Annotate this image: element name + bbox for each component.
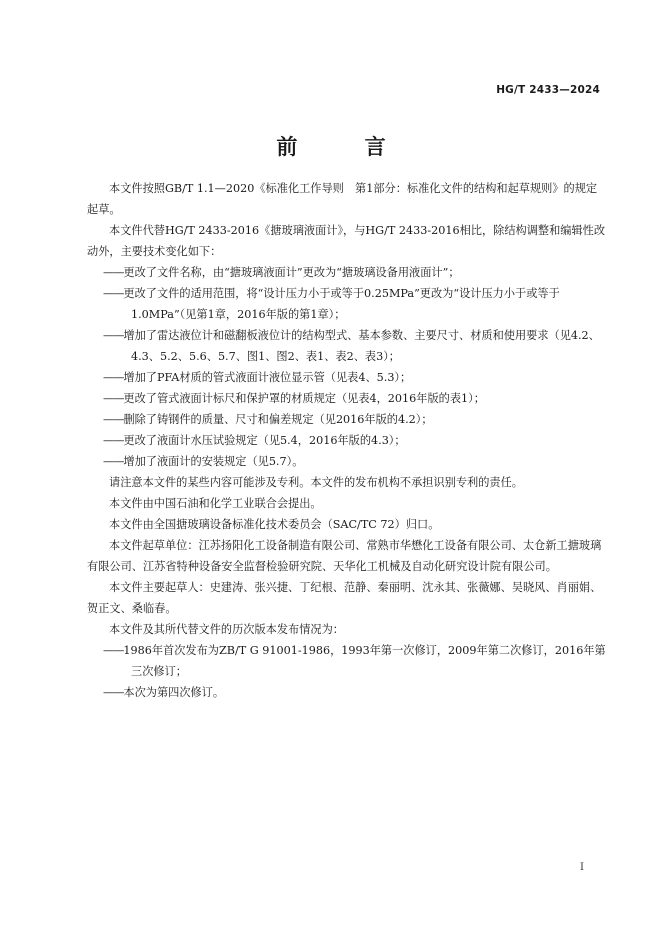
list-item-text: 删除了铸钢件的质量、尺寸和偏差规定（见2016年版的4.2）；	[123, 413, 433, 426]
standard-code: HG/T 2433—2024	[496, 84, 600, 96]
dash-marker: ——	[103, 413, 124, 426]
proposed-by: 本文件由中国石油和化学工业联合会提出。	[109, 497, 322, 510]
list-item	[87, 388, 607, 409]
list-item	[87, 451, 607, 472]
dash-marker: ——	[103, 686, 124, 699]
page-title: 前 言	[276, 135, 416, 159]
list-item	[87, 262, 607, 283]
page-number: I	[580, 862, 584, 873]
paragraph-replaces: 本文件代替HG/T 2433-2016《搪玻璃液面计》，与HG/T 2433-2016相比，除结构调整和编辑性改动外，主要技术变化如下：	[87, 224, 606, 258]
list-item-text: 1986年首次发布为ZB/T G 91001-1986，1993年第一次修订，2009年第二次修订，2016年第三次修订；	[123, 644, 606, 678]
list-item	[87, 682, 607, 703]
list-item-text: 增加了液面计的安装规定（见5.7）。	[123, 455, 304, 468]
dash-marker: ——	[103, 266, 124, 279]
history-list	[87, 640, 607, 703]
drafting-units: 本文件起草单位：江苏扬阳化工设备制造有限公司、常熟市华懋化工设备有限公司、太仓新工搪玻璃有限公司、江苏省特种设备安全监督检验研究院、天华化工机械及自动化研究设计院有限公司。	[87, 539, 602, 573]
patent-notice: 请注意本文件的某些内容可能涉及专利。本文件的发布机构不承担识别专利的责任。	[109, 476, 523, 489]
list-item-text: 更改了文件的适用范围，将“设计压力小于或等于0.25MPa”更改为“设计压力小于或等于1.0MPa”（见第1章，2016年版的第1章）；	[123, 287, 560, 321]
list-item-text: 更改了文件名称，由“搪玻璃液面计”更改为“搪玻璃设备用液面计”；	[123, 266, 460, 279]
dash-marker: ——	[103, 644, 124, 657]
dash-marker: ——	[103, 329, 124, 342]
list-item	[87, 325, 607, 367]
list-item	[87, 367, 607, 388]
drafters: 本文件主要起草人：史建涛、张兴捷、丁纪根、范静、秦丽明、沈永其、张薇娜、吴晓风、肖丽娟、贺正文、桑临春。	[87, 581, 602, 615]
paragraph-drafting-rule: 本文件按照GB/T 1.1—2020《标准化工作导则 第1部分：标准化文件的结构和起草规则》的规定起草。	[87, 182, 598, 216]
list-item-text: 本次为第四次修订。	[123, 686, 225, 699]
list-item-text: 增加了雷达液位计和磁翻板液位计的结构型式、基本参数、主要尺寸、材质和使用要求（见4.2、4.3、5.2、5.6、5.7、图1、图2、表1、表2、表3）；	[123, 329, 600, 363]
managed-by: 本文件由全国搪玻璃设备标准化技术委员会（SAC/TC 72）归口。	[109, 518, 440, 531]
list-item-text: 更改了管式液面计标尺和保护罩的材质规定（见表4，2016年版的表1）；	[123, 392, 485, 405]
dash-marker: ——	[103, 455, 124, 468]
changes-list	[87, 262, 607, 472]
history-intro: 本文件及其所代替文件的历次版本发布情况为：	[109, 623, 344, 636]
dash-marker: ——	[103, 287, 124, 300]
dash-marker: ——	[103, 371, 124, 384]
list-item	[87, 430, 607, 451]
dash-marker: ——	[103, 434, 124, 447]
list-item-text: 增加了PFA材质的管式液面计液位显示管（见表4、5.3）；	[123, 371, 412, 384]
foreword-body	[87, 178, 607, 703]
list-item-text: 更改了液面计水压试验规定（见5.4，2016年版的4.3）；	[123, 434, 406, 447]
dash-marker: ——	[103, 392, 124, 405]
list-item	[87, 409, 607, 430]
list-item	[87, 640, 607, 682]
list-item	[87, 283, 607, 325]
